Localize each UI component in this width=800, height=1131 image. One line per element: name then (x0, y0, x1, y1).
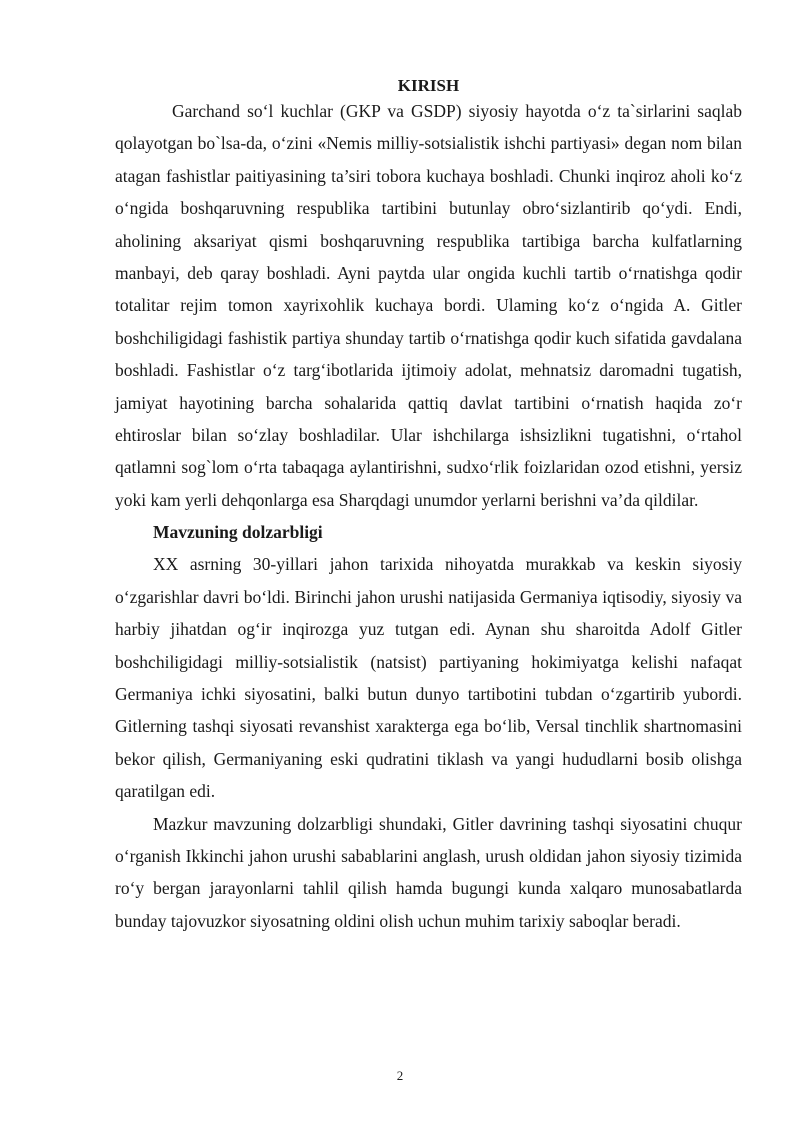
document-page (115, 76, 742, 937)
section-paragraph-2: Mazkur mavzuning dolzarbligi shundaki, Gitler davrining tashqi siyosatini chuqur o‘rganish Ikkinchi jahon urushi sabablarini anglash, urush oldidan jahon siyosiy tizimida ro‘y bergan jarayonlarni tahlil qilish hamda bugungi kunda xalqaro munosabatlarda bunday tajovuzkor siyosatning oldini olish uchun muhim tarixiy saboqlar beradi. (115, 813, 742, 931)
section-heading: Mavzuning dolzarbligi (153, 522, 323, 543)
intro-paragraph: Garchand so‘l kuchlar (GKP va GSDP) siyosiy hayotda o‘z ta`sirlarini saqlab qolayotgan bo`lsa-da, o‘zini «Nemis milliy-sotsialistik ishchi partiyasi» degan nom bilan atagan fashistlar paitiyasining ta’siri tobora kuchaya boshladi. Chunki inqiroz aholi ko‘z o‘ngida boshqaruvning respublika tartibini butunlay obro‘sizlantirib qo‘ydi. Endi, aholining aksariyat qismi boshqaruvning respublika tartibiga barcha kulfatlarning manbayi, deb qaray boshladi. Ayni paytda ular ongida kuchli tartib o‘rnatishga qodir totalitar rejim tomon xayrixohlik kuchaya bordi. Ulaming ko‘z o‘ngida A. Gitler boshchiligidagi fashistik partiya shunday tartib o‘rnatishga qodir kuch sifatida gavdalana boshladi. Fashistlar o‘z targ‘ibotlarida ijtimoiy adolat, mehnatsiz daromadni tugatish, jamiyat hayotining barcha sohalarida qattiq davlat tartibini o‘rnatish haqida zo‘r ehtiroslar bilan so‘zlay boshladilar. Ular ishchilarga ishsizlikni tugatishni, o‘rtahol qatlamni sog`lom o‘rta tabaqaga aylantirishni, sudxo‘rlik foizlaridan ozod etishni, yersiz yoki kam yerli dehqonlarga esa Sharqdagi unumdor yerlarni berishni va’da qildilar. (115, 101, 742, 510)
page-number: 2 (396, 1068, 404, 1083)
page-title: KIRISH (397, 76, 460, 95)
section-paragraph-1: XX asrning 30-yillari jahon tarixida nihoyatda murakkab va keskin siyosiy o‘zgarishlar davri bo‘ldi. Birinchi jahon urushi natijasida Germaniya iqtisodiy, siyosiy va harbiy jihatdan og‘ir inqirozga yuz tutgan edi. Aynan shu sharoitda Adolf Gitler boshchiligidagi milliy-sotsialistik (natsist) partiyaning hokimiyatga kelishi nafaqat Germaniya ichki siyosatini, balki butun dunyo tartibotini tubdan o‘zgartirib yubordi. Gitlerning tashqi siyosati revanshist xarakterga ega bo‘lib, Versal tinchlik shartnomasini bekor qilish, Germaniyaning eski qudratini tiklash va yangi hududlarni bosib olishga qaratilgan edi. (115, 554, 742, 802)
